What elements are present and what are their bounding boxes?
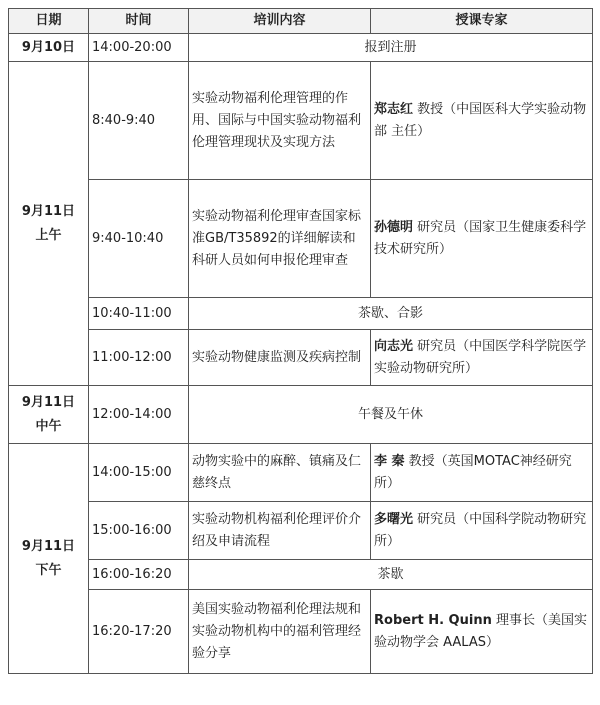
time-cell: 9:40-10:40 [89, 180, 189, 298]
expert-detail: 研究员（国家卫生健康委科学技术研究所） [374, 219, 587, 257]
time-cell: 12:00-14:00 [89, 386, 189, 444]
content-cell: 实验动物健康监测及疾病控制 [189, 330, 371, 386]
header-date: 日期 [9, 9, 89, 34]
content-cell: 实验动物福利伦理管理的作用、国际与中国实验动物福利伦理管理现状及实现方法 [189, 62, 371, 180]
expert-name: 多曙光 [374, 511, 414, 527]
content-cell: 午餐及午休 [189, 386, 593, 444]
expert-name: 向志光 [374, 338, 414, 354]
expert-detail: 理事长（美国实验动物学会 AALAS） [374, 612, 587, 650]
content-cell: 动物实验中的麻醉、镇痛及仁慈终点 [189, 444, 371, 502]
date-cell [9, 444, 89, 674]
table-row [9, 298, 593, 330]
content-cell: 实验动物福利伦理审查国家标准GB/T35892的详细解读和科研人员如何申报伦理审查 [189, 180, 371, 298]
content-cell: 茶歇 [189, 560, 593, 590]
header-time: 时间 [89, 9, 189, 34]
content-cell: 实验动物机构福利伦理评价介绍及申请流程 [189, 502, 371, 560]
date-text: 9月11日 [21, 203, 76, 219]
expert-name: Robert H. Quinn [374, 612, 492, 628]
expert-name: 孙德明 [374, 219, 414, 235]
date-cell [9, 34, 89, 62]
date-part: 上午 [35, 227, 62, 243]
expert-detail: 研究员（中国科学院动物研究所） [374, 511, 587, 549]
table-row [9, 502, 593, 560]
table-row [9, 560, 593, 590]
time-cell: 8:40-9:40 [89, 62, 189, 180]
date-cell [9, 386, 89, 444]
expert-cell [371, 444, 593, 502]
date-text: 9月11日 [21, 394, 76, 410]
expert-cell [371, 62, 593, 180]
time-cell: 15:00-16:00 [89, 502, 189, 560]
table-row [9, 62, 593, 180]
expert-cell [371, 590, 593, 674]
header-content: 培训内容 [189, 9, 371, 34]
expert-name: 郑志红 [374, 101, 414, 117]
expert-detail: 研究员（中国医学科学院医学实验动物研究所） [374, 338, 587, 376]
expert-detail: 教授（英国MOTAC神经研究所） [374, 453, 572, 491]
table-row [9, 386, 593, 444]
schedule-table [8, 8, 593, 674]
content-cell: 报到注册 [189, 34, 593, 62]
header-row [9, 9, 593, 34]
content-cell: 美国实验动物福利伦理法规和实验动物机构中的福利管理经验分享 [189, 590, 371, 674]
header-expert: 授课专家 [371, 9, 593, 34]
time-cell: 14:00-20:00 [89, 34, 189, 62]
time-cell: 16:00-16:20 [89, 560, 189, 590]
time-cell: 14:00-15:00 [89, 444, 189, 502]
table-row [9, 180, 593, 298]
expert-cell [371, 330, 593, 386]
expert-detail: 教授（中国医科大学实验动物部 主任） [374, 101, 587, 139]
date-part: 中午 [35, 418, 62, 434]
time-cell: 11:00-12:00 [89, 330, 189, 386]
date-cell [9, 62, 89, 386]
time-cell: 16:20-17:20 [89, 590, 189, 674]
expert-cell [371, 180, 593, 298]
expert-name: 李 秦 [374, 453, 405, 469]
table-row [9, 590, 593, 674]
date-part: 下午 [35, 562, 62, 578]
table-row [9, 330, 593, 386]
table-row [9, 444, 593, 502]
content-cell: 茶歇、合影 [189, 298, 593, 330]
table-row [9, 34, 593, 62]
expert-cell [371, 502, 593, 560]
date-text: 9月11日 [21, 538, 76, 554]
date-text: 9月10日 [21, 39, 76, 55]
time-cell: 10:40-11:00 [89, 298, 189, 330]
